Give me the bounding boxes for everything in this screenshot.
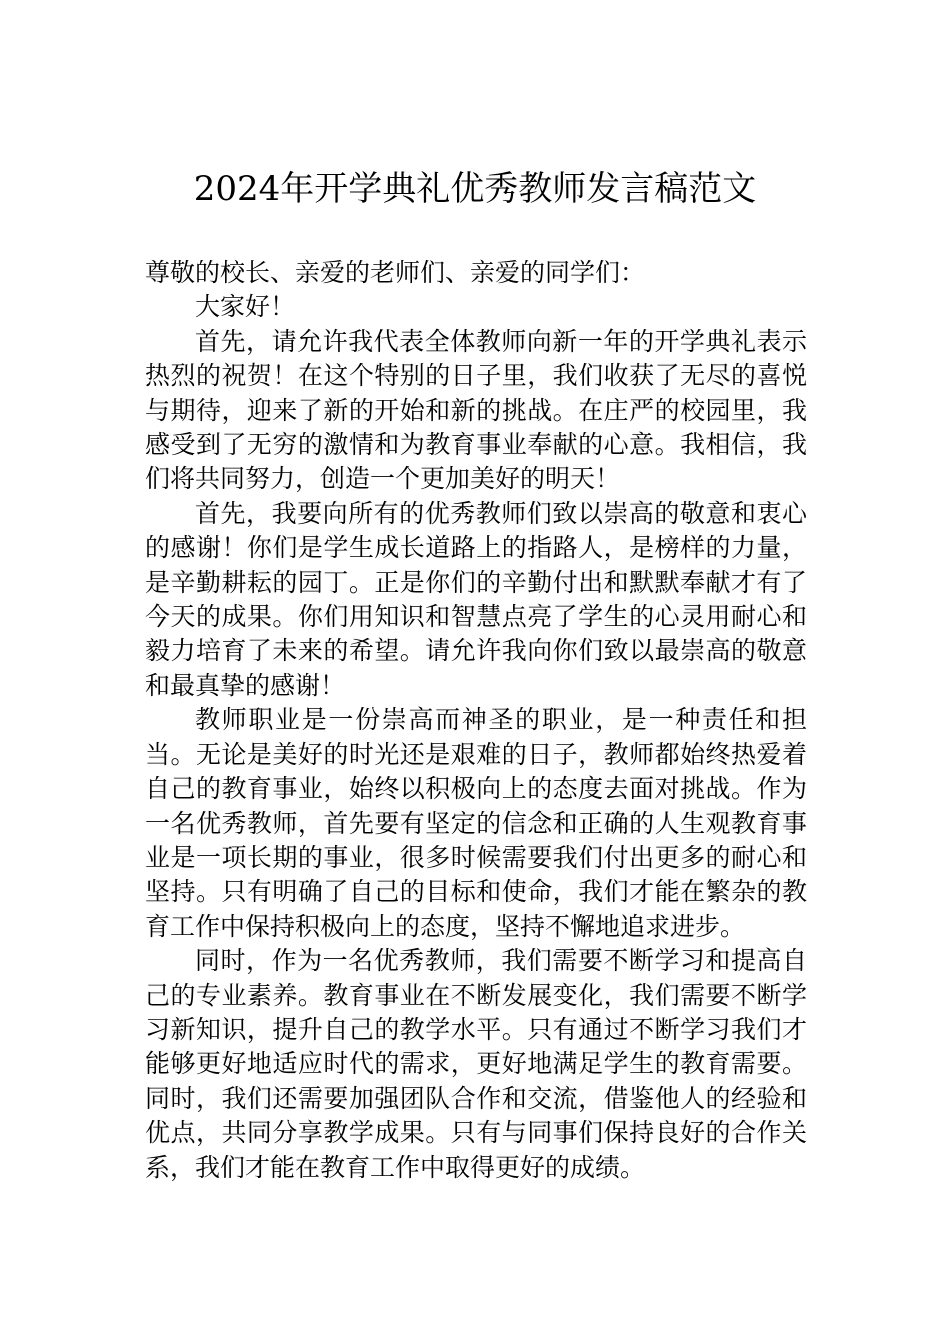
greeting: 大家好！ [195,292,296,322]
salutation: 尊敬的校长、亲爱的老师们、亲爱的同学们： [145,258,646,287]
paragraph-1: 首先，请允许我代表全体教师向新一年的开学典礼表示热烈的祝贺！在这个特别的日子里，我们收获了无尽的喜悦与期待，迎来了新的开始和新的挑战。在庄严的校园里，我感受到了无穷的激情和为教育事业奉献的心意。我相信，我们将共同努力，创造一个更加美好的明天！ [145,326,807,494]
paragraph-4: 同时，作为一名优秀教师，我们需要不断学习和提高自己的专业素养。教育事业在不断发展变化，我们需要不断学习新知识，提升自己的教学水平。只有通过不断学习我们才能够更好地适应时代的需求，更好地满足学生的教育需要。同时，我们还需要加强团队合作和交流，借鉴他人的经验和优点，共同分享教学成果。只有与同事们保持良好的合作关系，我们才能在教育工作中取得更好的成绩。 [145,946,807,1182]
paragraph-3: 教师职业是一份崇高而神圣的职业，是一种责任和担当。无论是美好的时光还是艰难的日子，教师都始终热爱着自己的教育事业，始终以积极向上的态度去面对挑战。作为一名优秀教师，首先要有坚定的信念和正确的人生观教育事业是一项长期的事业，很多时候需要我们付出更多的耐心和坚持。只有明确了自己的目标和使命，我们才能在繁杂的教育工作中保持积极向上的态度，坚持不懈地追求进步。 [145,705,807,941]
document-title: 2024年开学典礼优秀教师发言稿范文 [193,169,757,209]
paragraph-2: 首先，我要向所有的优秀教师们致以崇高的敬意和衷心的感谢！你们是学生成长道路上的指路人，是榜样的力量，是辛勤耕耘的园丁。正是你们的辛勤付出和默默奉献才有了今天的成果。你们用知识和智慧点亮了学生的心灵用耐心和毅力培育了未来的希望。请允许我向你们致以最崇高的敬意和最真挚的感谢！ [145,498,807,700]
document-body [145,256,807,1185]
